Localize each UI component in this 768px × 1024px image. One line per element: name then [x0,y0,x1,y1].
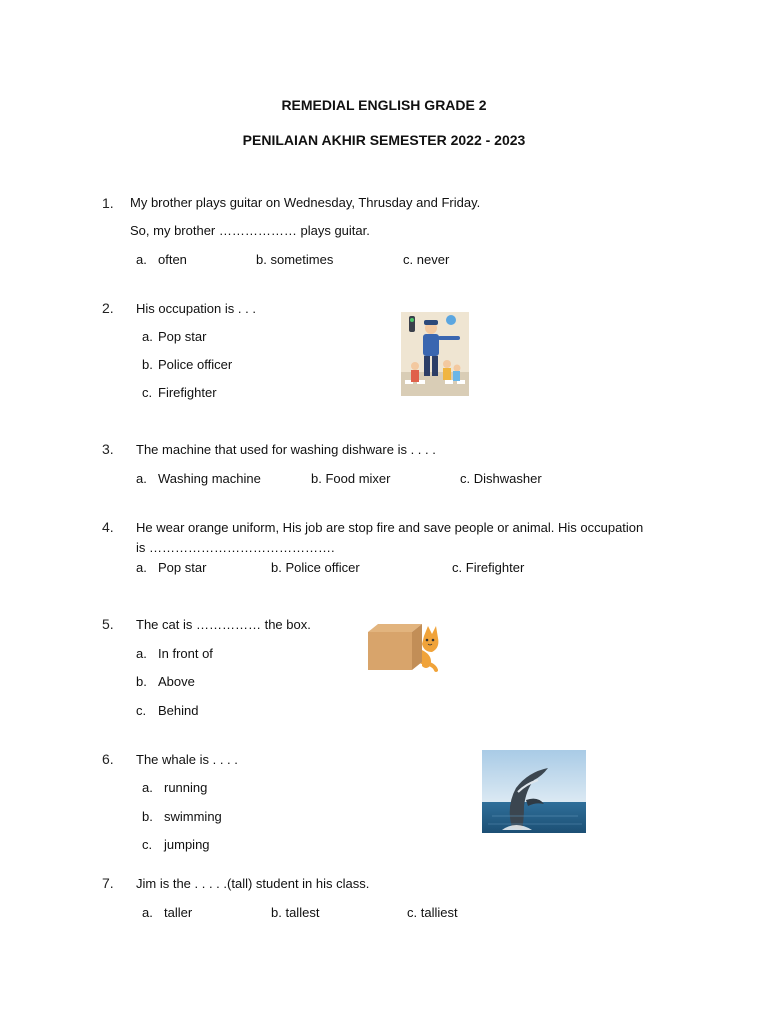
option-a: a. often [136,252,187,267]
question-text: The whale is . . . . [136,752,238,767]
question-number: 7. [102,875,114,891]
option-c: c. Firefighter [452,560,525,575]
option-a: a. Pop star [136,560,207,575]
question-number: 2. [102,300,114,316]
option-c: c. jumping [142,837,210,852]
question-number: 3. [102,441,114,457]
option-a: a. taller [142,905,193,920]
option-b: b. Food mixer [311,471,391,486]
option-c: c. Behind [136,703,199,718]
worksheet-subtitle: PENILAIAN AKHIR SEMESTER 2022 - 2023 [242,132,526,148]
question-text-line2: is ……………………………………. [136,540,335,555]
question-text: My brother plays guitar on Wednesday, Thrusday and Friday. [130,195,481,210]
option-b: b. Police officer [142,357,233,372]
option-c: c. never [403,252,450,267]
worksheet-title: REMEDIAL ENGLISH GRADE 2 [281,97,487,113]
question-number: 1. [102,195,114,211]
option-b: b. swimming [142,809,222,824]
option-b: b. Police officer [271,560,360,575]
question-number: 4. [102,519,114,535]
option-a: a. Washing machine [136,471,261,486]
option-a: a. Pop star [142,329,207,344]
option-b: b. tallest [271,905,320,920]
question-text: Jim is the . . . . .(tall) student in his class. [136,876,370,891]
question-text: He wear orange uniform, His job are stop fire and save people or animal. His occupation [136,520,644,535]
option-c: c. Firefighter [142,385,217,400]
question-text-line2: So, my brother ……………… plays guitar. [130,223,370,238]
question-number: 6. [102,751,114,767]
question-number: 5. [102,616,114,632]
question-text: The machine that used for washing dishware is . . . . [136,442,436,457]
option-a: a. running [142,780,208,795]
whale-image [482,750,586,833]
cat-behind-box-image [366,622,442,674]
question-text: His occupation is . . . [136,301,256,316]
police-officer-image [401,312,469,396]
option-b: b. sometimes [256,252,334,267]
option-c: c. talliest [407,905,458,920]
option-a: a. In front of [136,646,213,661]
option-b: b. Above [136,674,195,689]
question-text: The cat is …………… the box. [136,617,311,632]
option-c: c. Dishwasher [460,471,542,486]
